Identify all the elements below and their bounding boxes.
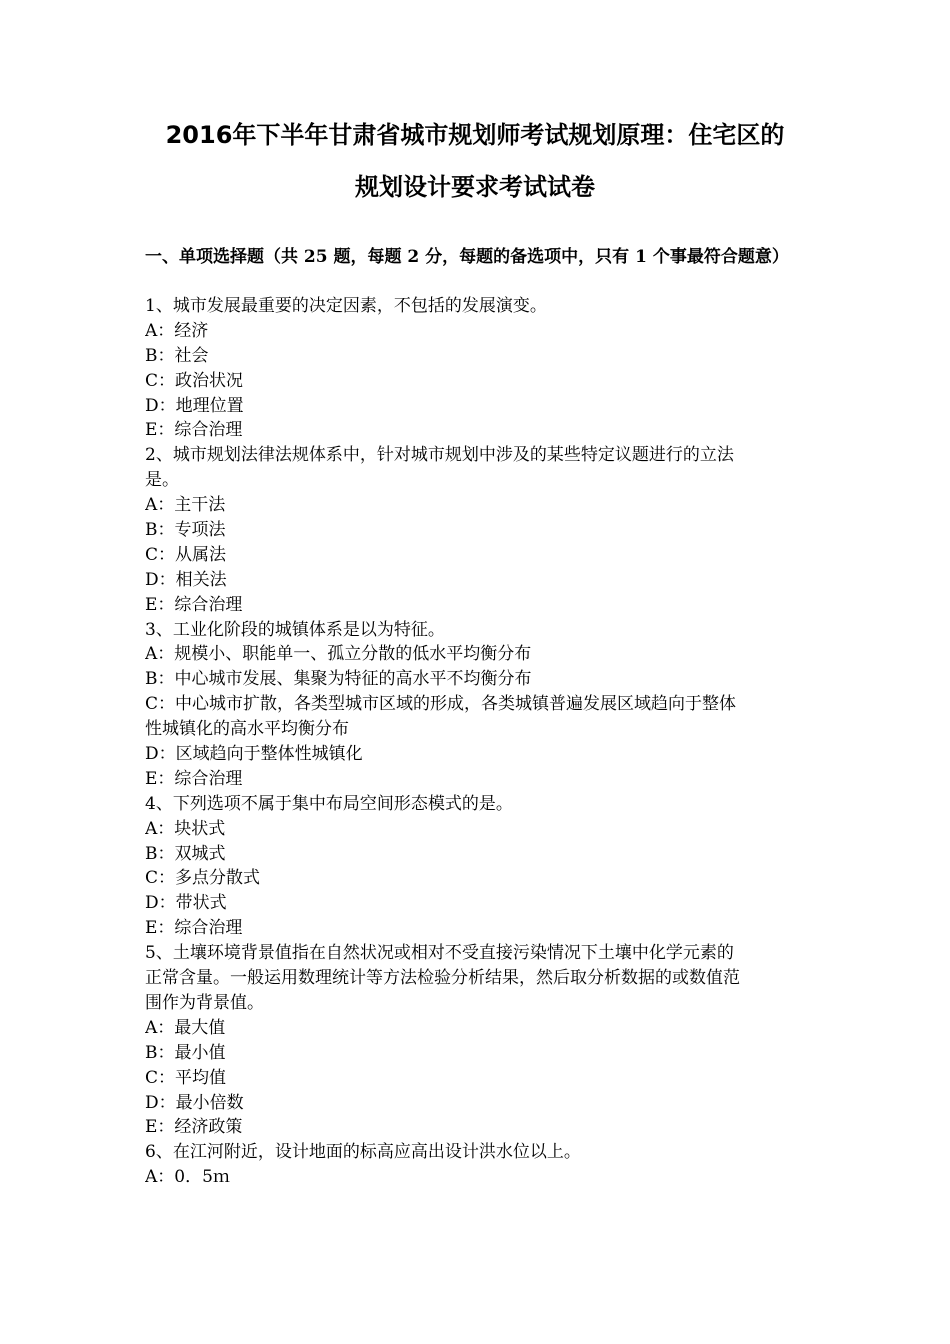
text-line: 围作为背景值。 [145,992,264,1013]
document-title-line-2: 规划设计要求考试试卷 [355,173,595,201]
text-line: B：最小值 [145,1042,226,1063]
question-list [145,294,810,1190]
section-heading: 一、单项选择题（共 25 题，每题 2 分，每题的备选项中，只有 1 个事最符合题意） [145,247,789,267]
text-line: B：双城式 [145,843,226,864]
text-line: C：中心城市扩散，各类型城市区域的形成，各类城镇普遍发展区域趋向于整体 [145,694,737,715]
text-line: E：综合治理 [145,420,243,441]
text-line: C：平均值 [145,1067,227,1088]
text-line: 2、城市规划法律法规体系中，针对城市规划中涉及的某些特定议题进行的立法 [145,445,734,466]
text-line: A：0．5ｍ [145,1167,230,1188]
text-line: B：社会 [145,345,209,366]
text-line: 3、工业化阶段的城镇体系是以为特征。 [145,619,445,640]
text-line: 是。 [145,470,179,491]
text-line: D：地理位置 [145,395,244,416]
text-line: 1、城市发展最重要的决定因素，不包括的发展演变。 [145,296,547,316]
text-line: B：专项法 [145,520,226,541]
text-line: D：最小倍数 [145,1092,244,1113]
document-title-line-1: 2016年下半年甘肃省城市规划师考试规划原理：住宅区的 [165,121,785,149]
text-line: A：经济 [145,320,209,341]
text-line: 正常含量。一般运用数理统计等方法检验分析结果，然后取分析数据的或数值范 [145,968,740,989]
text-line: A：块状式 [145,818,226,839]
text-line: 5、土壤环境背景值指在自然状况或相对不受直接污染情况下土壤中化学元素的 [145,943,734,964]
text-line: A：最大值 [145,1017,226,1038]
text-line: 4、下列选项不属于集中布局空间形态模式的是。 [145,793,513,814]
text-line: A：主干法 [145,495,226,516]
text-line: E：综合治理 [145,918,243,939]
text-line: B：中心城市发展、集聚为特征的高水平不均衡分布 [145,669,532,690]
text-line: C：多点分散式 [145,868,261,889]
text-line: 性城镇化的高水平均衡分布 [145,719,349,740]
text-line: 6、在江河附近，设计地面的标高应高出设计洪水位以上。 [145,1142,581,1163]
text-line: E：综合治理 [145,768,243,789]
text-line: E：综合治理 [145,594,243,615]
text-line: A：规模小、职能单一、孤立分散的低水平均衡分布 [145,644,532,665]
text-line: C：从属法 [145,544,227,565]
text-line: D：相关法 [145,569,227,590]
text-line: D：区域趋向于整体性城镇化 [145,744,363,765]
text-line: D：带状式 [145,893,227,914]
text-line: C：政治状况 [145,370,244,391]
text-line: E：经济政策 [145,1117,243,1138]
